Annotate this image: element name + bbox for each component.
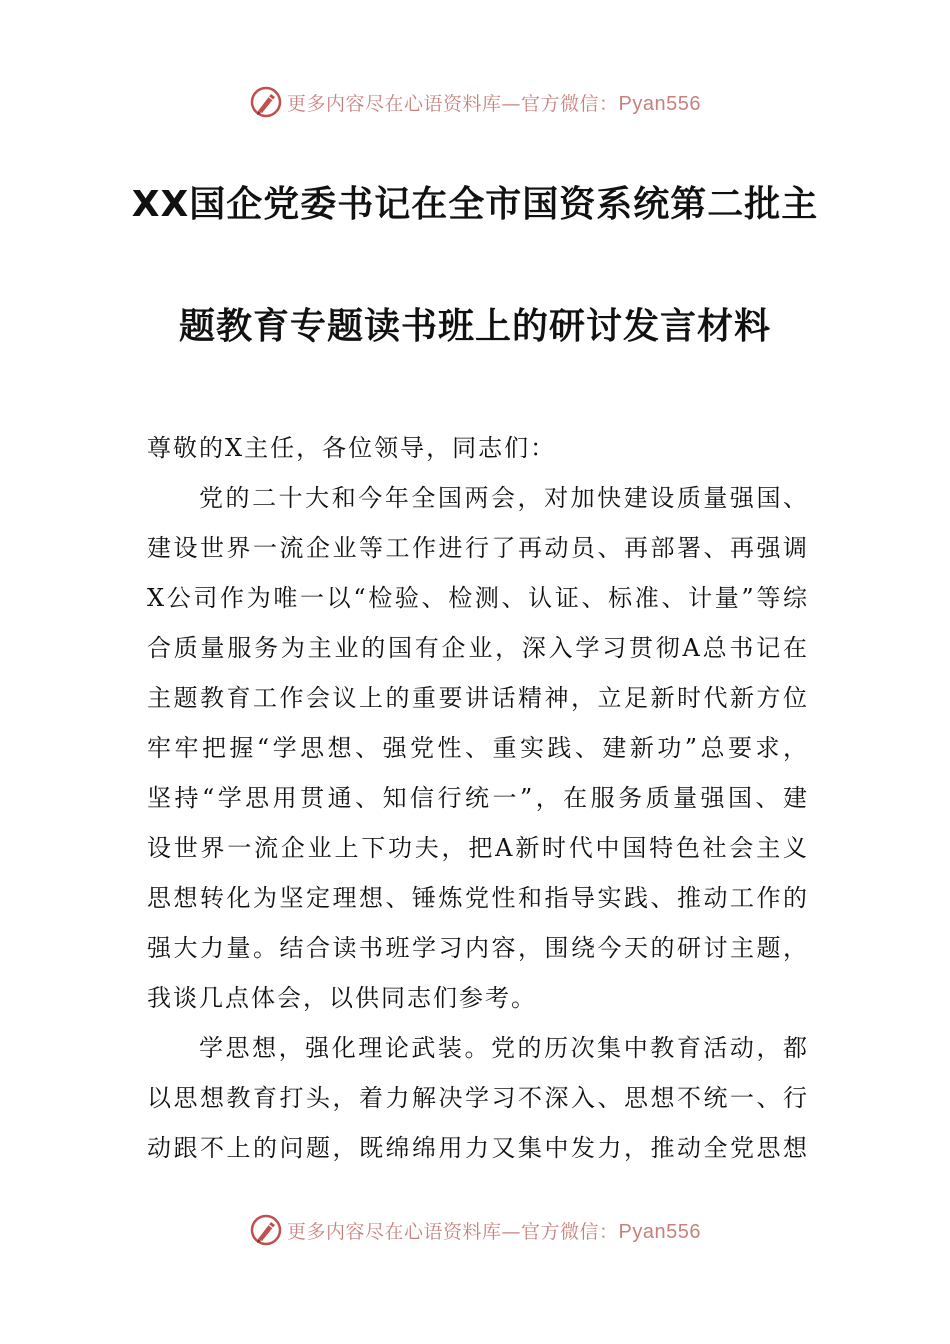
body-line: 设世界一流企业上下功夫，把A新时代中国特色社会主义 <box>147 834 807 862</box>
document-title-line-1: XX国企党委书记在全市国资系统第二批主 <box>131 184 819 225</box>
pen-logo-icon <box>249 85 283 119</box>
body-line: 坚持“学思用贯通、知信行统一”，在服务质量强国、建 <box>147 784 807 812</box>
body-line: 牢牢把握“学思想、强党性、重实践、建新功”总要求， <box>147 734 807 762</box>
body-line: X公司作为唯一以“检验、检测、认证、标准、计量”等综 <box>147 584 807 612</box>
body-line: 强大力量。结合读书班学习内容，围绕今天的研讨主题， <box>147 934 807 962</box>
header-watermark <box>0 82 950 122</box>
body-line: 合质量服务为主业的国有企业，深入学习贯彻A总书记在 <box>147 634 807 662</box>
footer-watermark <box>0 1210 950 1250</box>
document-title-line-2: 题教育专题读书班上的研讨发言材料 <box>178 306 771 347</box>
body-line: 我谈几点体会，以供同志们参考。 <box>147 984 537 1012</box>
body-line: 思想转化为坚定理想、锤炼党性和指导实践、推动工作的 <box>147 884 807 912</box>
body-line: 建设世界一流企业等工作进行了再动员、再部署、再强调 <box>147 534 807 562</box>
body-line: 党的二十大和今年全国两会，对加快建设质量强国、 <box>199 484 807 512</box>
pen-logo-icon <box>249 1213 283 1247</box>
body-line: 主题教育工作会议上的重要讲话精神，立足新时代新方位 <box>147 684 807 712</box>
watermark-text: 更多内容尽在心语资料库—官方微信：Pyan556 <box>287 92 701 115</box>
watermark-text: 更多内容尽在心语资料库—官方微信：Pyan556 <box>287 1220 701 1243</box>
body-line: 动跟不上的问题，既绵绵用力又集中发力，推动全党思想 <box>147 1134 807 1162</box>
body-line: 以思想教育打头，着力解决学习不深入、思想不统一、行 <box>147 1084 807 1112</box>
salutation-line: 尊敬的X主任，各位领导，同志们： <box>147 434 557 462</box>
body-line: 学思想，强化理论武装。党的历次集中教育活动，都 <box>199 1034 807 1062</box>
